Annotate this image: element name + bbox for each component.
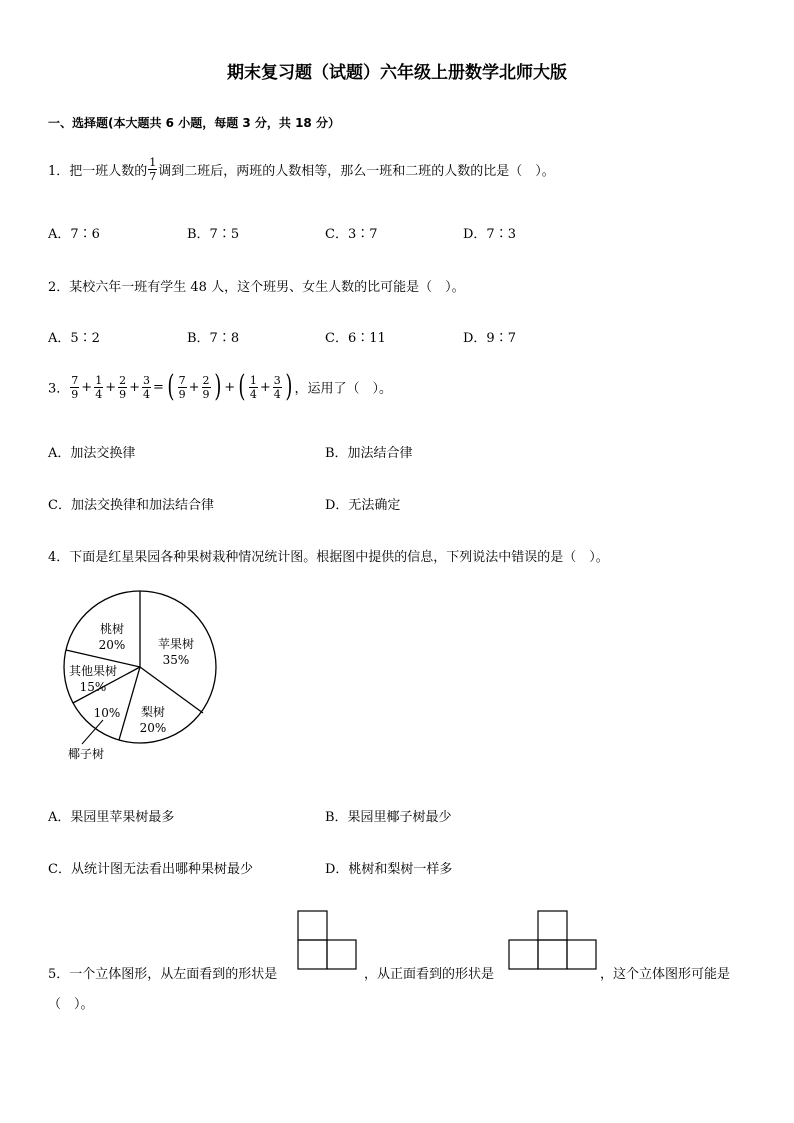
- pie-chart: [46, 580, 246, 780]
- q3-option-d[interactable]: D．无法确定: [325, 498, 401, 513]
- pie-label-peach-name: 桃树: [99, 622, 125, 636]
- pie-label-peach-pct: 20%: [98, 638, 126, 652]
- q3-option-a[interactable]: A．加法交换律: [48, 446, 136, 461]
- q2-option-a[interactable]: A．5∶2: [48, 331, 100, 346]
- q1-option-c[interactable]: C．3∶7: [325, 227, 378, 242]
- pie-label-pear-name: 梨树: [140, 705, 166, 719]
- q4-option-c[interactable]: C．从统计图无法看出哪种果树最少: [48, 862, 253, 877]
- pie-label-pear-pct: 20%: [139, 721, 167, 735]
- q5-text-part2: ，从正面看到的形状是: [364, 967, 495, 982]
- q4-option-b[interactable]: B．果园里椰子树最少: [325, 810, 452, 825]
- q5-text-part1: 5．一个立体图形，从左面看到的形状是: [48, 967, 278, 982]
- pie-label-apple-name: 苹果树: [157, 637, 195, 651]
- left-view-figure: [297, 910, 359, 972]
- q3-option-c[interactable]: C．加法交换律和加法结合律: [48, 498, 214, 513]
- q1-option-b[interactable]: B．7∶5: [187, 227, 240, 242]
- q3-option-b[interactable]: B．加法结合律: [325, 446, 413, 461]
- pie-divider-3: [119, 667, 140, 740]
- pie-label-other-name: 其他果树: [68, 664, 118, 678]
- q1-suffix: 调到二班后，两班的人数相等，那么一班和二班的人数的比是（ ）。: [158, 164, 555, 179]
- page-title: 期末复习题（试题）六年级上册数学北师大版: [227, 63, 567, 83]
- q2-option-b[interactable]: B．7∶8: [187, 331, 240, 346]
- pie-label-apple-pct: 35%: [162, 653, 190, 667]
- q1-fraction: $\frac{1}{7}$: [149, 156, 157, 183]
- q1-option-d[interactable]: D．7∶3: [463, 227, 516, 242]
- q2-option-c[interactable]: C．6∶11: [325, 331, 386, 346]
- front-view-figure: [508, 910, 600, 972]
- pie-label-other-pct: 15%: [79, 680, 107, 694]
- q5-text-line2: （ ）。: [48, 997, 94, 1012]
- question-1: [48, 156, 555, 183]
- q1-option-a[interactable]: A．7∶6: [48, 227, 100, 242]
- q5-text-part3: ，这个立体图形可能是: [600, 967, 731, 982]
- q4-option-d[interactable]: D．桃树和梨树一样多: [325, 862, 453, 877]
- pie-label-coconut-pct: 10%: [93, 706, 121, 720]
- q4-option-a[interactable]: A．果园里苹果树最多: [48, 810, 175, 825]
- q1-prefix: 1．把一班人数的: [48, 164, 148, 179]
- pie-label-coconut-name: 椰子树: [67, 747, 105, 761]
- question-2: 2．某校六年一班有学生 48 人，这个班男、女生人数的比可能是（ ）。: [48, 280, 465, 295]
- question-3: 3． $\frac{7}{9}$ + $\frac{1}{4}$ + $\frac{2}{9}$ + $\frac{3}{4}$ = ( $\frac{7}{9}$ + $\frac{2}{9}$ ) + ( $\frac{1}{4}$ + $\frac{3}{4}$ ) ，运用了（ ）。: [48, 369, 393, 404]
- question-4: 4．下面是红星果园各种果树栽种情况统计图。根据图中提供的信息，下列说法中错误的是（ ）。: [48, 550, 609, 565]
- q2-option-d[interactable]: D．9∶7: [463, 331, 516, 346]
- section-heading: 一、选择题(本大题共 6 小题，每题 3 分，共 18 分）: [48, 116, 340, 130]
